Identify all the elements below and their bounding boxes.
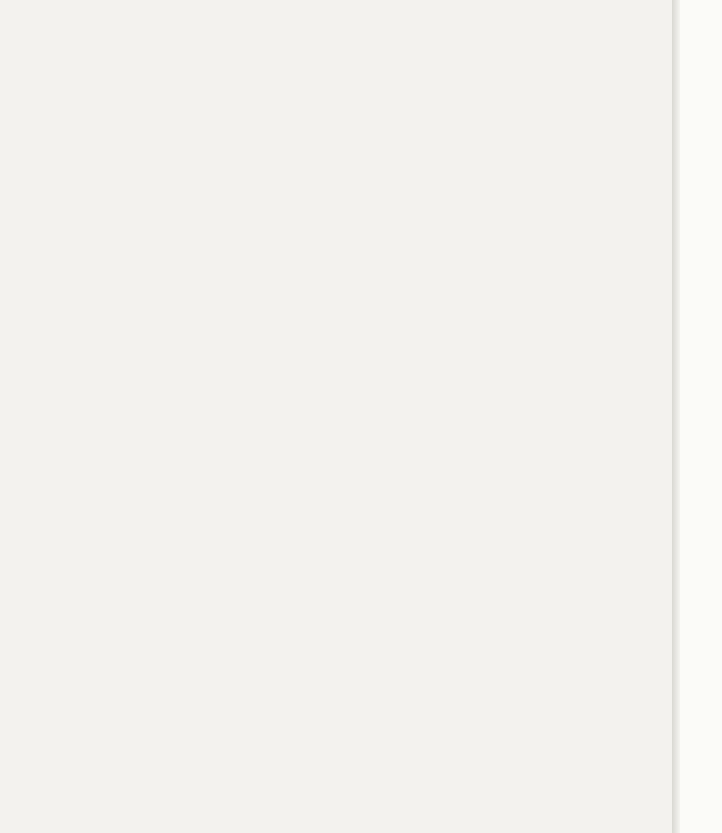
right-page-edge (680, 0, 722, 833)
latin-commentary-column (509, 5, 667, 470)
bottom-commentary-block (3, 560, 665, 832)
arabic-text-column (2, 8, 198, 468)
page-gutter (672, 0, 680, 833)
latin-text-column (349, 9, 505, 469)
hebrew-text-column (200, 9, 347, 469)
